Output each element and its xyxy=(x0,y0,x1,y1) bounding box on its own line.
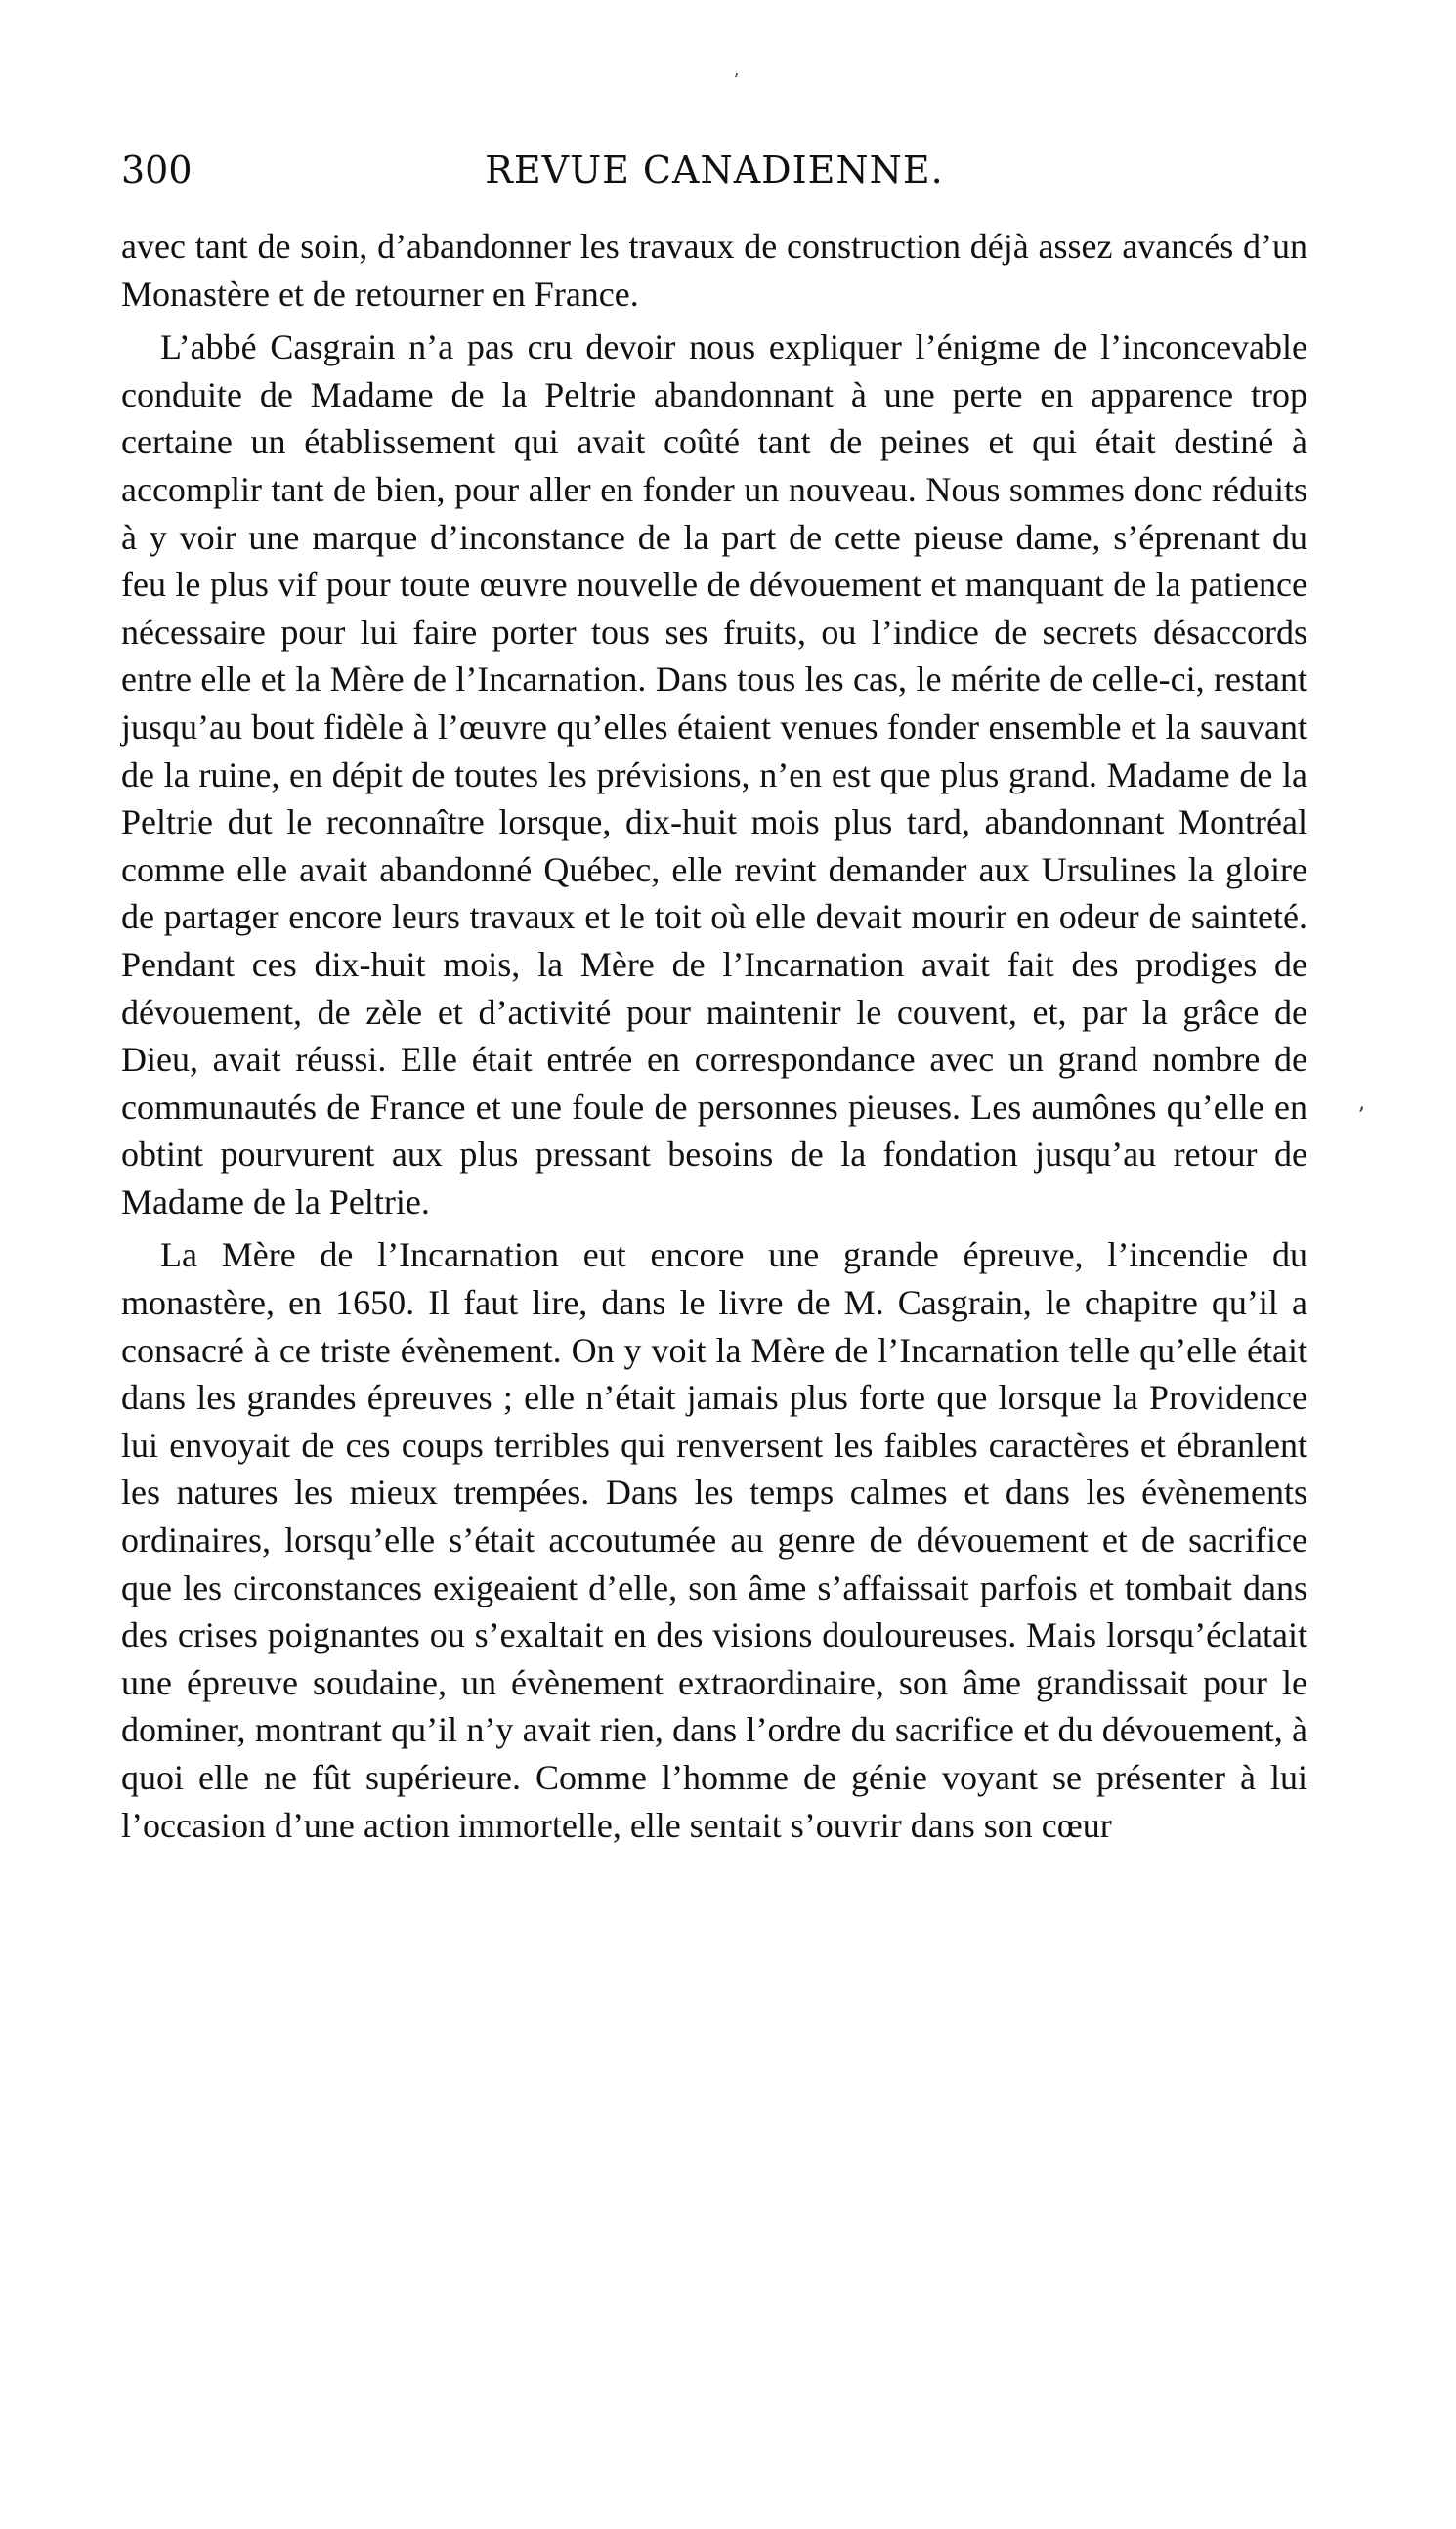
paragraph: L’abbé Casgrain n’a pas cru devoir nous expliquer l’énigme de l’inconcevable conduite de Madame de la Peltrie abandonnant à une perte en apparence trop certaine un établissement qui avait coûté tant de peines et qui était destiné à accomplir tant de bien, pour aller en fonder un nouveau. Nous sommes donc réduits à y voir une marque d’inconstance de la part de cette pieuse dame, s’éprenant du feu le plus vif pour toute œuvre nouvelle de dévouement et manquant de la patience nécessaire pour lui faire porter tous ses fruits, ou l’indice de secrets désaccords entre elle et la Mère de l’Incarnation. Dans tous les cas, le mérite de celle-ci, restant jusqu’au bout fidèle à l’œuvre qu’elles étaient venues fonder ensemble et la sauvant de la ruine, en dépit de toutes les prévisions, n’en est que plus grand. Madame de la Peltrie dut le reconnaître lorsque, dix-huit mois plus tard, abandonnant Montréal comme elle avait abandonné Québec, elle revint demander aux Ursulines la gloire de partager encore leurs travaux et le toit où elle devait mourir en odeur de sainteté. Pendant ces dix-huit mois, la Mère de l’Incarnation avait fait des prodiges de dévouement, de zèle et d’activité pour maintenir le couvent, et, par la grâce de Dieu, avait réussi. Elle était entrée en correspondance avec un grand nombre de communautés de France et une foule de personnes pieuses. Les aumônes qu’elle en obtint pourvurent aux plus pressant besoins de la fondation jusqu’au retour de Madame de la Peltrie. xyxy=(121,327,1307,1222)
stray-mark-side: ʼ xyxy=(1357,1104,1364,1129)
body-text xyxy=(121,223,1307,1855)
running-title: REVUE CANADIENNE. xyxy=(485,149,944,192)
page-number: 300 xyxy=(121,149,193,192)
page-header xyxy=(121,147,1307,205)
paragraph: La Mère de l’Incarnation eut encore une grande épreuve, l’incendie du monastère, en 1650. Il faut lire, dans le livre de M. Casgrain, le chapitre qu’il a consacré à ce triste évènement. On y voit la Mère de l’Incarnation telle qu’elle était dans les grandes épreuves ; elle n’était jamais plus forte que lorsque la Providence lui envoyait de ces coups terribles qui renversent les faibles caractères et ébranlent les natures les mieux trempées. Dans les temps calmes et dans les évènements ordinaires, lorsqu’elle s’était accoutumée au genre de dévouement et de sacrifice que les circonstances exigeaient d’elle, son âme s’affaissait parfois et tombait dans des crises poignantes ou s’exaltait en des visions douloureuses. Mais lorsqu’éclatait une épreuve soudaine, un évènement extraordinaire, son âme grandissait pour le dominer, montrant qu’il n’y avait rien, dans l’ordre du sacrifice et du dévouement, à quoi elle ne fût supérieure. Comme l’homme de génie voyant se présenter à lui l’occasion d’une action immortelle, elle sentait s’ouvrir dans son cœur xyxy=(121,1235,1307,1845)
paragraph-continued: avec tant de soin, d’abandonner les travaux de construction déjà assez avancés d’un Monastère et de retourner en France. xyxy=(121,227,1307,314)
stray-mark-top: ʼ xyxy=(733,70,739,91)
